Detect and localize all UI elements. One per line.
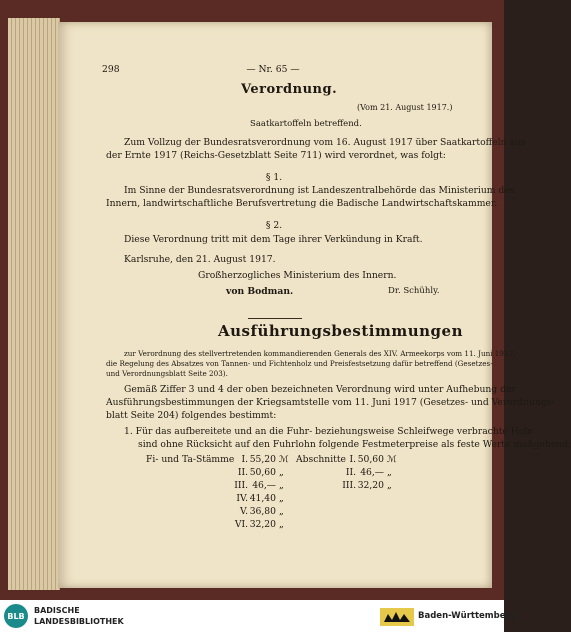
date-paren: (Vom 21. August 1917.) <box>357 103 453 112</box>
right-unit: „ <box>387 480 392 491</box>
right-price: 32,20 <box>357 480 384 491</box>
left-price: 32,20 <box>249 519 276 530</box>
section-1: § 1. <box>265 172 283 183</box>
gemaess-line-1: Gemäß Ziffer 3 und 4 der oben bezeichneten Verordnung wird unter Aufhebung der <box>124 384 516 395</box>
left-price: 46,— <box>252 480 276 491</box>
table-label-right: Abschnitte <box>296 454 346 465</box>
intro-line-1: Zum Vollzug der Bundesratsverordnung vom 16. August 1917 über Saatkartoffeln aus <box>124 137 526 148</box>
page-edges <box>8 18 60 590</box>
place-date: Karlsruhe, den 21. August 1917. <box>124 254 276 265</box>
left-class: II. <box>237 467 248 478</box>
item1-line-1: 1. Für das aufbereitete und an die Fuhr- beziehungsweise Schleifwege verbrachte Holz <box>124 426 533 437</box>
section-2: § 2. <box>265 220 283 231</box>
gemaess-line-3: blatt Seite 204) folgendes bestimmt: <box>106 410 277 421</box>
cosigner: Dr. Schühly. <box>388 286 440 296</box>
right-price: 46,— <box>360 467 384 478</box>
signer: von Bodman. <box>226 286 294 297</box>
sec1-line-2: Innern, landwirtschaftliche Berufsvertretung die Badische Landwirtschaftskammer. <box>106 198 498 209</box>
left-class: VI. <box>234 519 248 530</box>
left-class: III. <box>234 480 248 491</box>
left-price: 50,60 <box>249 467 276 478</box>
ministry: Großherzogliches Ministerium des Innern. <box>198 270 397 281</box>
left-class: IV. <box>236 493 248 504</box>
left-price: 36,80 <box>249 506 276 517</box>
document-page <box>58 22 571 588</box>
org-name-line-2: LANDESBIBLIOTHEK <box>34 617 124 626</box>
page-number: 298 <box>102 64 120 75</box>
left-class: I. <box>241 454 248 465</box>
divider <box>248 318 302 319</box>
right-unit: „ <box>387 467 392 478</box>
footer-bar <box>0 600 516 632</box>
issue-number: — Nr. 65 — <box>246 64 300 75</box>
left-price: 55,20 <box>249 454 276 465</box>
item1-line-2: sind ohne Rücksicht auf den Fuhrlohn folgende Festmeterpreise als feste Werte maßgebend: <box>138 439 571 450</box>
heading-ausfuehrung: Ausführungsbestimmungen <box>218 322 463 340</box>
ref-line-2: die Regelung des Absatzes von Tannen- und Fichtenholz und Preisfestsetzung dafür betreffend (Gesetzes- <box>106 359 493 368</box>
blb-logo-icon: BLB <box>4 604 28 628</box>
left-unit: „ <box>279 493 284 504</box>
left-class: V. <box>240 506 248 517</box>
state-coat-of-arms-icon <box>380 606 414 628</box>
subtitle: Saatkartoffeln betreffend. <box>250 119 362 129</box>
right-class: I. <box>349 454 356 465</box>
left-unit: ℳ <box>279 454 289 465</box>
sec1-line-1: Im Sinne der Bundesratsverordnung ist Landeszentralbehörde das Ministerium des <box>124 185 515 196</box>
right-class: III. <box>342 480 356 491</box>
title: Verordnung. <box>241 82 338 97</box>
gemaess-line-2: Ausführungsbestimmungen der Kriegsamtstelle vom 11. Juni 1917 (Gesetzes- und Verordnungs- <box>106 397 555 408</box>
sec2-text: Diese Verordnung tritt mit dem Tage ihrer Verkündung in Kraft. <box>124 234 423 245</box>
left-unit: „ <box>279 467 284 478</box>
ref-line-1: zur Verordnung des stellvertretenden kommandierenden Generals des XIV. Armeekorps vom 11. Juni 1917, <box>124 349 516 358</box>
intro-line-2: der Ernte 1917 (Reichs-Gesetzblatt Seite 711) wird verordnet, was folgt: <box>106 150 446 161</box>
left-unit: „ <box>279 506 284 517</box>
left-unit: „ <box>279 480 284 491</box>
org-name-line-1: BADISCHE <box>34 606 80 615</box>
left-price: 41,40 <box>249 493 276 504</box>
state-name: Baden-Württemberg <box>418 611 516 621</box>
ref-line-3: und Verordnungsblatt Seite 203). <box>106 369 228 378</box>
right-unit: ℳ <box>387 454 397 465</box>
left-unit: „ <box>279 519 284 530</box>
right-class: II. <box>345 467 356 478</box>
table-label-left: Fi- und Ta-Stämme <box>146 454 235 465</box>
right-price: 50,60 <box>357 454 384 465</box>
